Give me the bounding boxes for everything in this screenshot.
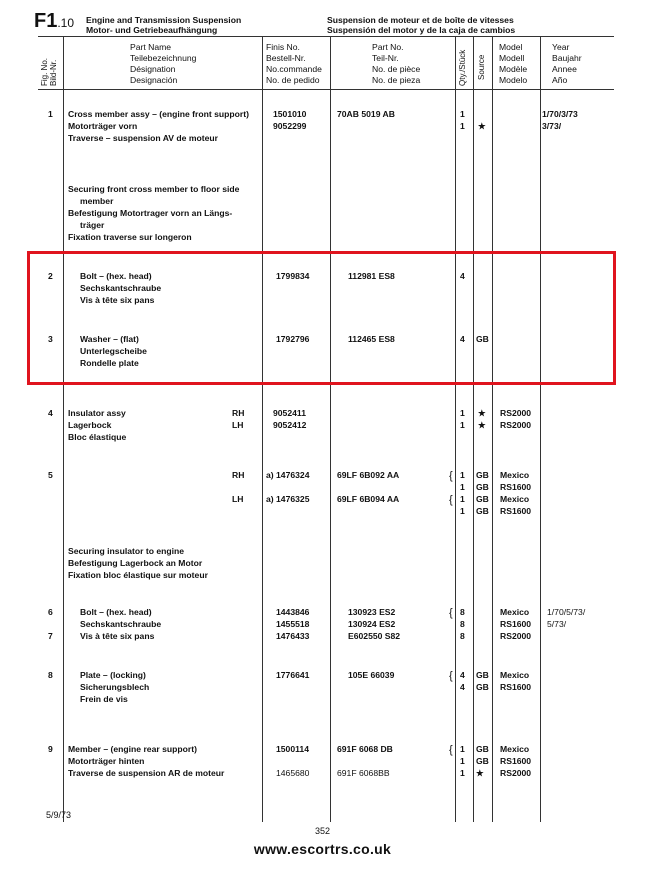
brace: { bbox=[449, 744, 453, 756]
fig-number: 3 bbox=[48, 334, 53, 344]
model: Mexico RS1600 RS2000 bbox=[500, 744, 532, 778]
fig-number: 5 bbox=[48, 470, 53, 480]
year: 1/70/3/73 3/73/ bbox=[542, 109, 578, 131]
col-divider bbox=[492, 36, 493, 822]
header-qty: Qty./Stück bbox=[458, 49, 467, 86]
part-number: 105E 66039 bbox=[348, 670, 395, 680]
col-divider bbox=[540, 36, 541, 822]
source: GB GB ★ bbox=[476, 744, 489, 778]
part-name-block: Insulator assy Lagerbock Bloc élastique bbox=[68, 408, 127, 442]
fig-number: 8 bbox=[48, 670, 53, 680]
part-number: 112465 ES8 bbox=[348, 334, 395, 344]
star-icon: ★ ★ bbox=[478, 408, 486, 430]
fig-number: 2 bbox=[48, 271, 53, 281]
fig-number: 4 bbox=[48, 408, 53, 418]
col-divider bbox=[473, 36, 474, 822]
part-number: 70AB 5019 AB bbox=[337, 109, 395, 119]
finis-number: 1501010 9052299 bbox=[273, 109, 307, 131]
source: GB GB GB GB bbox=[476, 470, 489, 516]
fig-number: 6 bbox=[48, 607, 53, 617]
finis-number: 1465680 bbox=[276, 768, 310, 778]
finis-number: 1500114 bbox=[276, 744, 309, 754]
title-de: Motor- und Getriebeaufhängung bbox=[86, 25, 218, 35]
qty: 8 8 8 bbox=[460, 607, 465, 641]
header-part-name: Part Name Teilebezeichnung Désignation Designación bbox=[130, 42, 197, 85]
brace: { bbox=[449, 607, 453, 619]
col-divider bbox=[455, 36, 456, 822]
part-name-block: Plate – (locking) Sicherungsblech Frein de vis bbox=[80, 670, 150, 704]
title-fr: Suspension de moteur et de boîte de vitesses bbox=[327, 15, 514, 25]
col-divider bbox=[63, 36, 64, 822]
source: GB GB bbox=[476, 670, 489, 692]
table-top-rule bbox=[38, 36, 614, 37]
fig-number: 7 bbox=[48, 631, 53, 641]
header-fig-no: Fig. No. Bild-Nr. bbox=[40, 57, 58, 86]
header-year: Year Baujahr Annee Año bbox=[552, 42, 582, 85]
side: RH LH bbox=[232, 408, 245, 430]
qty: 1 1 bbox=[460, 109, 465, 131]
header-bottom-rule bbox=[38, 89, 614, 90]
col-divider bbox=[330, 36, 331, 822]
fig-number: 1 bbox=[48, 109, 53, 119]
print-date: 5/9/73 bbox=[46, 810, 72, 820]
part-name-block: Bolt – (hex. head) Sechskantschraube Vis à tête six pans bbox=[80, 271, 162, 305]
fig-number: 9 bbox=[48, 744, 53, 754]
part-name-block: Bolt – (hex. head) Sechskantschraube Vis à tête six pans bbox=[80, 607, 162, 641]
qty: 4 4 bbox=[460, 670, 465, 692]
header-part-no: Part No. Teil-Nr. No. de pièce No. de pieza bbox=[372, 42, 421, 85]
part-number: 691F 6068 DB bbox=[337, 744, 393, 754]
finis-number: 1799834 bbox=[276, 271, 310, 281]
qty: 1 1 1 bbox=[460, 744, 465, 778]
col-divider bbox=[262, 36, 263, 822]
model: RS2000 RS2000 bbox=[500, 408, 532, 430]
star-icon: ★ bbox=[478, 121, 486, 131]
finis-number: a) 1476324 bbox=[266, 470, 310, 480]
section-number: F1.10 bbox=[34, 10, 75, 32]
title-es: Suspensión del motor y de la caja de cambios bbox=[327, 25, 516, 35]
part-name-block: Member – (engine rear support) Motorträger hinten Traverse de suspension AR de moteur bbox=[68, 744, 225, 778]
brace: { bbox=[449, 470, 453, 482]
part-number: 112981 ES8 bbox=[348, 271, 395, 281]
finis-number: 1443846 1455518 1476433 bbox=[276, 607, 310, 641]
part-number: 130923 ES2 130924 ES2 E602550 S82 bbox=[348, 607, 401, 641]
side: LH bbox=[232, 494, 244, 504]
qty: 4 bbox=[460, 334, 465, 344]
section-note: Securing insulator to engine Befestigung Lagerbock an Motor Fixation bloc élastique sur moteur bbox=[68, 546, 208, 580]
part-name-block: Washer – (flat) Unterlegscheibe Rondelle plate bbox=[80, 334, 147, 368]
qty: 1 1 bbox=[460, 408, 465, 430]
brace: { bbox=[449, 494, 453, 506]
part-name-block: Cross member assy – (engine front support) Motorträger vorn Traverse – suspension AV de moteur bbox=[68, 109, 249, 143]
brace: { bbox=[449, 670, 453, 682]
part-number: 69LF 6B094 AA bbox=[337, 494, 400, 504]
part-number: 69LF 6B092 AA bbox=[337, 470, 400, 480]
finis-number: 1792796 bbox=[276, 334, 310, 344]
site-url: www.escortrs.co.uk bbox=[253, 841, 392, 857]
header-source: Source bbox=[477, 54, 486, 80]
finis-number: 1776641 bbox=[276, 670, 310, 680]
qty: 4 bbox=[460, 271, 465, 281]
finis-number: 9052411 9052412 bbox=[273, 408, 307, 430]
title-en: Engine and Transmission Suspension bbox=[86, 15, 242, 25]
header-model: Model Modell Modèle Modelo bbox=[499, 42, 528, 85]
model: Mexico RS1600 bbox=[500, 670, 532, 692]
part-number: 691F 6068BB bbox=[337, 768, 390, 778]
model: Mexico RS1600 Mexico RS1600 bbox=[500, 470, 532, 516]
year: 1/70/5/73/ 5/73/ bbox=[547, 607, 586, 629]
finis-number: a) 1476325 bbox=[266, 494, 310, 504]
model: Mexico RS1600 RS2000 bbox=[500, 607, 532, 641]
header-finis-no: Finis No. Bestell-Nr. No.commande No. de pedido bbox=[266, 42, 322, 85]
qty: 1 1 1 1 bbox=[460, 470, 465, 516]
side: RH bbox=[232, 470, 245, 480]
page-number: 352 bbox=[314, 826, 331, 836]
source: GB bbox=[476, 334, 489, 344]
section-note: Securing front cross member to floor side member Befestigung Motortrager vorn an Längs- träger Fixation traverse sur longeron bbox=[68, 184, 240, 242]
